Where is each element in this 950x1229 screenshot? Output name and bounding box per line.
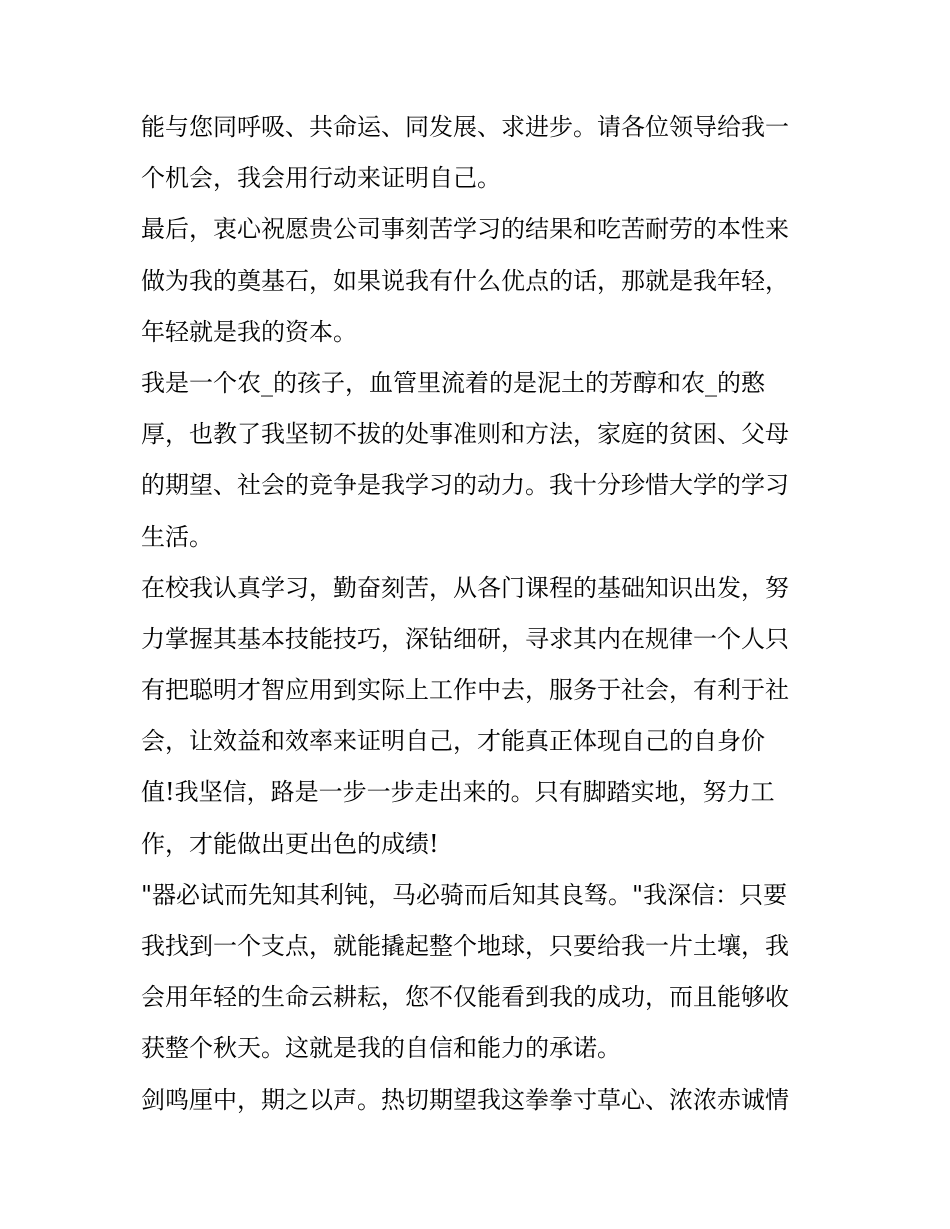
- text-line: 获整个秋天。这就是我的自信和能力的承诺。: [141, 1034, 621, 1063]
- text-line: 力掌握其基本技能技巧，深钻细研，寻求其内在规律一个人只: [141, 624, 789, 653]
- text-line: 会用年轻的生命云耕耘，您不仅能看到我的成功，而且能够收: [141, 983, 789, 1012]
- text-line: 能与您同呼吸、共命运、同发展、求进步。请各位领导给我一: [141, 113, 789, 141]
- text-line: "器必试而先知其利钝，马必骑而后知其良驽。"我深信：只要: [141, 880, 788, 909]
- text-line: 会，让效益和效率来证明自己，才能真正体现自己的自身价: [141, 727, 765, 756]
- text-line: 作，才能做出更出色的成绩!: [141, 829, 439, 858]
- text-line: 剑鸣厘中，期之以声。热切期望我这拳拳寸草心、浓浓赤诚情: [141, 1085, 789, 1114]
- text-line: 个机会，我会用行动来证明自己。: [141, 164, 501, 193]
- text-line: 做为我的奠基石，如果说我有什么优点的话，那就是我年轻，: [141, 266, 789, 295]
- document-body: [141, 102, 813, 1126]
- text-line: 厚，也教了我坚韧不拔的处事准则和方法，家庭的贫困、父母: [141, 420, 789, 449]
- text-line: 值!我坚信，路是一步一步走出来的。只有脚踏实地，努力工: [141, 778, 775, 807]
- text-line: 年轻就是我的资本。: [141, 317, 357, 346]
- text-line: 生活。: [141, 522, 213, 551]
- text-line: 我找到一个支点，就能撬起整个地球，只要给我一片土壤，我: [141, 932, 789, 960]
- text-line: 在校我认真学习，勤奋刻苦，从各门课程的基础知识出发，努: [141, 573, 789, 602]
- text-line: 最后，衷心祝愿贵公司事刻苦学习的结果和吃苦耐劳的本性来: [141, 215, 789, 244]
- text-line: 的期望、社会的竞争是我学习的动力。我十分珍惜大学的学习: [141, 471, 789, 500]
- text-line: 我是一个农_的孩子，血管里流着的是泥土的芳醇和农_的憨: [141, 368, 765, 397]
- text-line: 有把聪明才智应用到实际上工作中去，服务于社会，有利于社: [141, 676, 789, 705]
